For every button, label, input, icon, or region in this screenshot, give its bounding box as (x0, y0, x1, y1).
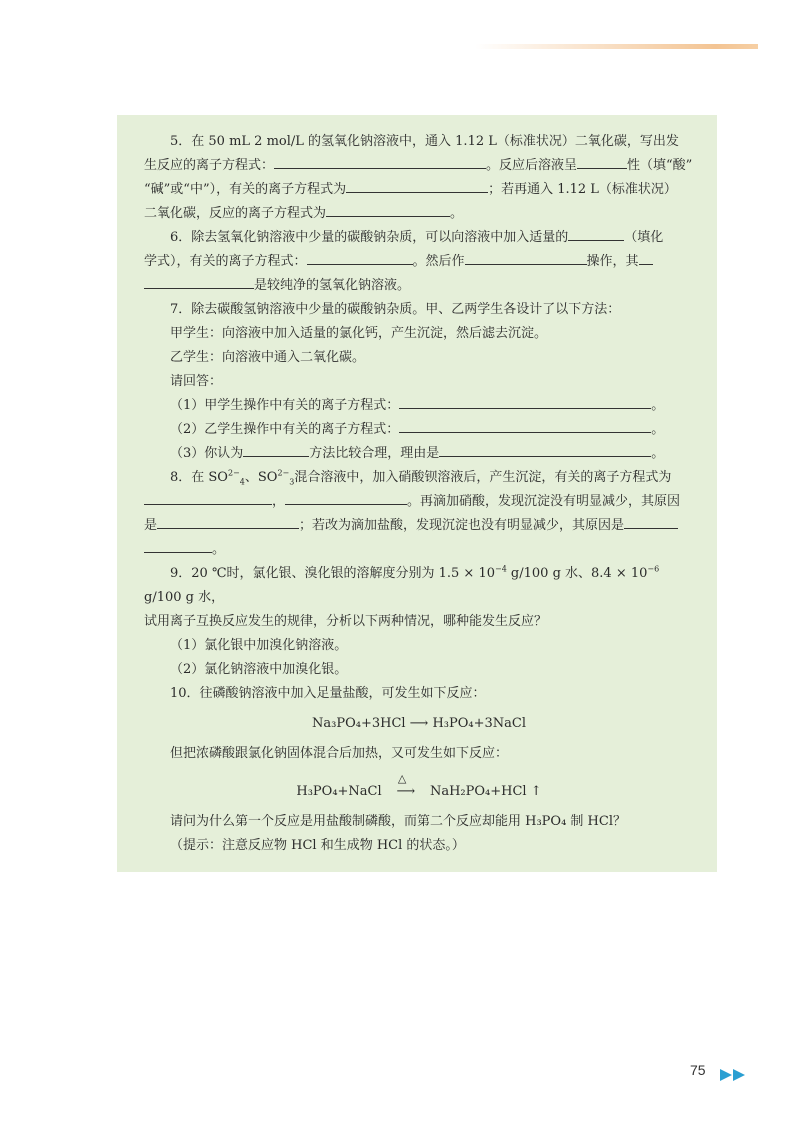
answer-blank[interactable] (144, 490, 272, 505)
answer-blank[interactable] (399, 418, 651, 433)
next-page-arrows-icon (720, 1066, 746, 1085)
answer-blank[interactable] (157, 514, 299, 529)
q10-line1: 10．往磷酸钠溶液中加入足量盐酸，可发生如下反应： (170, 686, 486, 701)
q6-line3: 是较纯净的氢氧化钠溶液。 (144, 274, 694, 298)
answer-blank[interactable] (439, 442, 651, 457)
q9-sub1: （1）氯化银中加溴化钠溶液。 (170, 638, 348, 653)
answer-blank[interactable] (639, 250, 653, 265)
q7-ask: 请回答： (170, 374, 223, 389)
page-number: 75 (690, 1062, 706, 1078)
q5-line2: 生反应的离子方程式： 。反应后溶液呈 性（填“酸” (144, 154, 694, 178)
answer-blank[interactable] (243, 442, 309, 457)
answer-blank[interactable] (465, 250, 587, 265)
q7-student-yi: 乙学生：向溶液中通入二氧化碳。 (170, 350, 366, 365)
answer-blank[interactable] (307, 250, 413, 265)
q7-sub2: （2）乙学生操作中有关的离子方程式： 。 (144, 418, 694, 442)
q7-sub3: （3）你认为 方法比较合理，理由是 。 (144, 442, 694, 466)
q10-line3: 请问为什么第一个反应是用盐酸制磷酸，而第二个反应却能用 H₃PO₄ 制 HCl？ (170, 814, 627, 829)
q10-line4: （提示：注意反应物 HCl 和生成物 HCl 的状态。） (170, 838, 465, 853)
heat-symbol: △ (397, 772, 407, 785)
answer-blank[interactable] (399, 394, 651, 409)
q7-sub1: （1）甲学生操作中有关的离子方程式： 。 (144, 394, 694, 418)
equation-2: H₃PO₄+NaCl △ ⟶ NaH₂PO₄+HCl ↑ (144, 780, 694, 804)
answer-blank[interactable] (274, 154, 486, 169)
answer-blank[interactable] (144, 274, 254, 289)
q5-line1: 5．在 50 mL 2 mol/L 的氢氧化钠溶液中，通入 1.12 L（标准状况）二氧化碳，写出发 (170, 134, 679, 149)
answer-blank[interactable] (568, 226, 624, 241)
q9-line2: 试用离子互换反应发生的规律，分析以下两种情况，哪种能发生反应？ (144, 614, 548, 629)
q8-line1: 8．在 $SO^{2-}_4$、$SO^{2-}_3$混合溶液中，加入硝酸钡溶液后，产生沉淀，有关的离子方程式为 (170, 468, 672, 487)
answer-blank[interactable] (624, 514, 678, 529)
q10-line2: 但把浓磷酸跟氯化钠固体混合后加热，又可发生如下反应： (170, 746, 509, 761)
q6-line2: 学式），有关的离子方程式： 。然后作 操作，其 (144, 250, 694, 274)
q5-line3: “碱”或“中”），有关的离子方程式为 ；若再通入 1.12 L（标准状况） (144, 178, 694, 202)
header-decoration-bar (475, 44, 758, 49)
q7-line1: 7．除去碳酸氢钠溶液中少量的碳酸钠杂质。甲、乙两学生各设计了以下方法： (170, 302, 621, 317)
q8-line3: 是 ；若改为滴加盐酸，发现沉淀也没有明显减少，其原因是 (144, 514, 694, 538)
q7-student-jia: 甲学生：向溶液中加入适量的氯化钙，产生沉淀，然后滤去沉淀。 (170, 326, 548, 341)
q9-sub2: （2）氯化钠溶液中加溴化银。 (170, 662, 348, 677)
q5-line4: 二氧化碳，反应的离子方程式为 。 (144, 202, 694, 226)
q6-line1: 6．除去氢氧化钠溶液中少量的碳酸钠杂质，可以向溶液中加入适量的 （填化 (144, 226, 694, 250)
answer-blank[interactable] (326, 202, 450, 217)
q9-line1: 9．20 ℃时，氯化银、溴化银的溶解度分别为 $1.5 \times 10^{-4}$ g/100 g 水、$8.4 \times 10^{-6}$ g/100 g 水， (144, 564, 660, 605)
answer-blank[interactable] (577, 154, 627, 169)
answer-blank[interactable] (285, 490, 407, 505)
exercise-content (144, 130, 694, 858)
heat-arrow: △ ⟶ (386, 780, 426, 804)
q8-line2: ， 。再滴加硝酸，发现沉淀没有明显减少，其原因 (144, 490, 694, 514)
answer-blank[interactable] (346, 178, 488, 193)
equation-1: Na₃PO₄+3HCl ⟶ H₃PO₄+3NaCl (311, 716, 527, 731)
answer-blank[interactable] (144, 538, 212, 553)
q8-line4: 。 (144, 538, 694, 562)
